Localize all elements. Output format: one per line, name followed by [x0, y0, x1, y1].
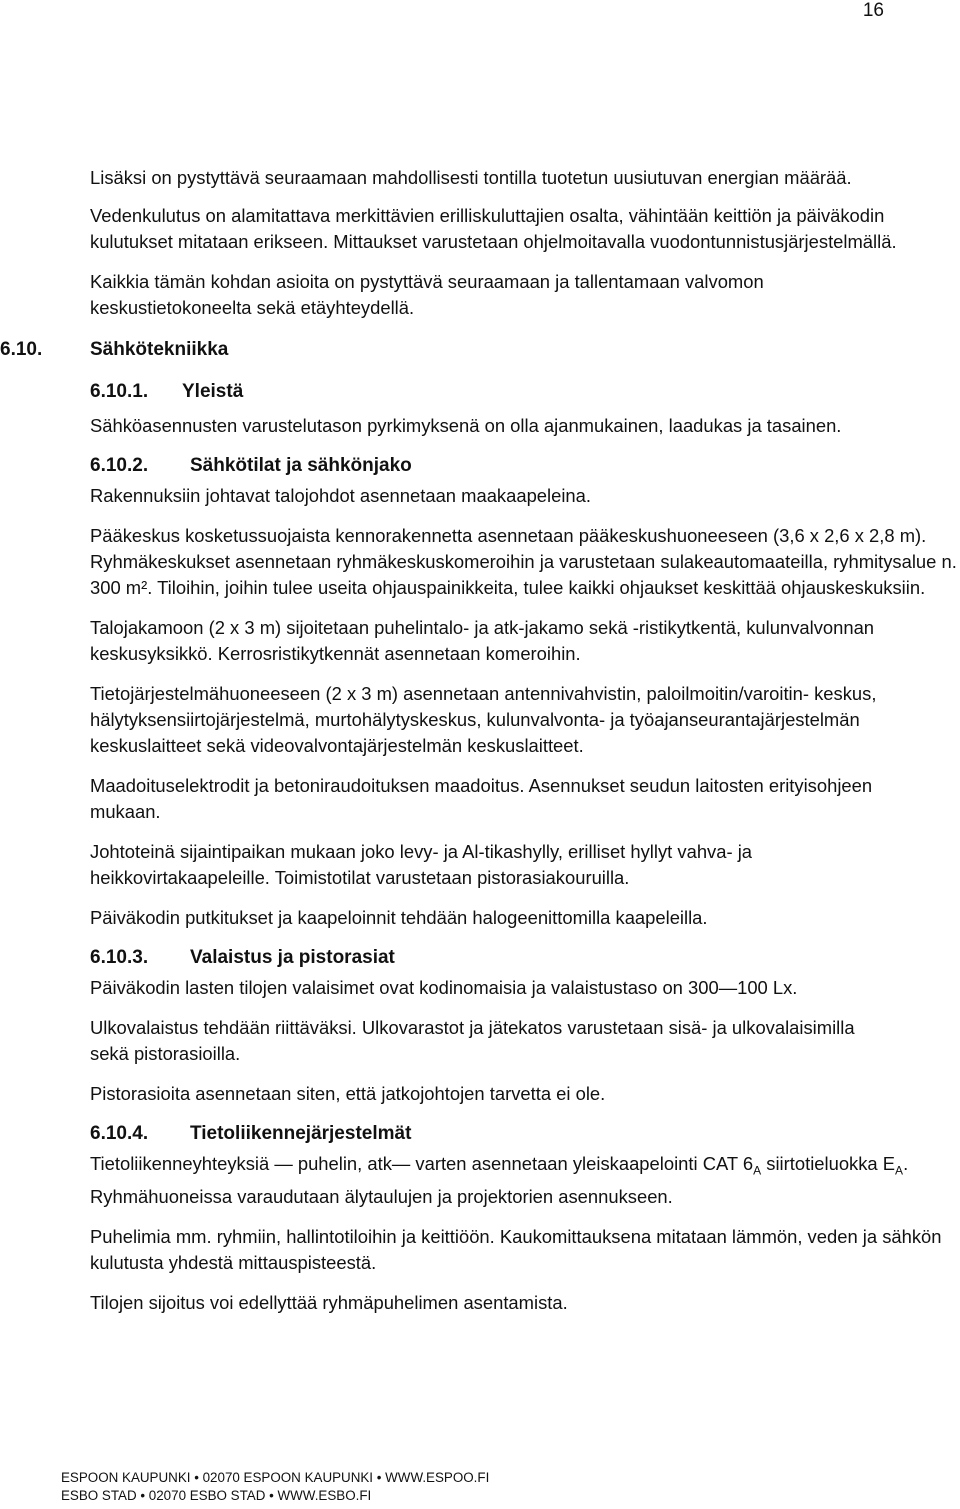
page-number: 16: [862, 0, 884, 21]
subsection-number: 6.10.2.: [90, 455, 149, 476]
paragraph-lighting-level: Päiväkodin lasten tilojen valaisimet ovat kodinomaisia ja valaistustaso on 300—100 Lx.: [90, 977, 798, 998]
subsection-title: Valaistus ja pistorasiat: [190, 947, 395, 968]
paragraph-main-switchboard: Pääkeskus kosketussuojaista kennorakennetta asennetaan pääkeskushuoneeseen (3,6 x 2,6 x 2,8 m). Ryhmäkeskukset asennetaan ryhmäkeskuskomeroihin ja varustetaan sulakeautomaateilla, ryhmitysalue n. 300 m². Tiloihin, joihin tulee useita ohjauspainikkeita, tulee kaikki ohjaukset keskittää ohjauskeskuksiin.: [90, 525, 957, 598]
paragraph-outdoor-lighting: Ulkovalaistus tehdään riittäväksi. Ulkovarastot ja jätekatos varustetaan sisä- ja ulkovalaisimilla sekä pistorasioilla.: [90, 1017, 855, 1064]
subsection-heading-electrical-rooms: [90, 453, 960, 479]
footer-esbo: ESBO STAD • 02070 ESBO STAD • WWW.ESBO.FI: [61, 1488, 372, 1503]
section-title: Sähkötekniikka: [90, 339, 229, 360]
paragraph-it-room: Tietojärjestelmähuoneeseen (2 x 3 m) asennetaan antennivahvistin, paloilmoitin/varoitin- keskus, hälytyksensiirtojärjestelmä, murtohälytyskeskus, kulunvalvonta- ja työajanseurantajärjestelmän keskuslaitteet sekä videovalvontajärjestelmän keskuslaitteet.: [90, 683, 877, 756]
paragraph-distribution-room: Talojakamoon (2 x 3 m) sijoitetaan puhelintalo- ja atk-jakamo sekä -ristikytkentä, kulunvalvonnan keskusyksikkö. Kerrosristikytkennät asennetaan komeroihin.: [90, 617, 875, 664]
paragraph-earthing: Maadoituselektrodit ja betoniraudoituksen maadoitus. Asennukset seudun laitosten erityisohjeen mukaan.: [90, 775, 873, 822]
subsection-heading-telecom: [90, 1121, 960, 1147]
page-footer: [61, 1469, 489, 1505]
subsection-heading-general: [90, 379, 960, 405]
paragraph-monitoring: Kaikkia tämän kohdan asioita on pystyttävä seuraamaan ja tallentamaan valvomon keskustietokoneelta sekä etäyhteydellä.: [90, 271, 764, 318]
paragraph-structured-cabling: [90, 1151, 960, 1210]
document-body: [0, 165, 960, 1316]
subsection-title: Tietoliikennejärjestelmät: [190, 1123, 412, 1144]
subscript-link-class: A: [895, 1163, 904, 1178]
paragraph-group-phone: Tilojen sijoitus voi edellyttää ryhmäpuhelimen asentamista.: [90, 1291, 568, 1313]
paragraph-halogen-free: Päiväkodin putkitukset ja kaapeloinnit tehdään halogeenittomilla kaapeleilla.: [90, 907, 708, 928]
paragraph-supply-cables: Rakennuksiin johtavat talojohdot asennetaan maakaapeleina.: [90, 485, 591, 506]
section-heading: [0, 337, 960, 363]
paragraph-energy: Lisäksi on pystyttävä seuraamaan mahdollisesti tontilla tuotetun uusiutuvan energian määrää.: [90, 167, 852, 188]
subsection-heading-lighting: [90, 945, 960, 971]
footer-espoo: ESPOON KAUPUNKI • 02070 ESPOON KAUPUNKI • WWW.ESPOO.FI: [61, 1470, 490, 1485]
paragraph-general: Sähköasennusten varustelutason pyrkimyksenä on olla ajanmukainen, laadukas ja tasainen.: [90, 415, 842, 436]
text-cabling-part2: siirtotieluokka E: [761, 1153, 896, 1174]
paragraph-socket-outlets: Pistorasioita asennetaan siten, että jatkojohtojen tarvetta ei ole.: [90, 1083, 606, 1104]
subsection-title: Yleistä: [182, 381, 244, 402]
section-number: 6.10.: [0, 339, 43, 360]
subsection-number: 6.10.4.: [90, 1123, 149, 1144]
paragraph-telephones: Puhelimia mm. ryhmiin, hallintotiloihin ja keittiöön. Kaukomittauksena mitataan lämmön, veden ja sähkön kulutusta yhdestä mittauspisteestä.: [90, 1225, 942, 1273]
subsection-title: Sähkötilat ja sähkönjako: [190, 455, 412, 476]
subsection-number: 6.10.3.: [90, 947, 149, 968]
subsection-number: 6.10.1.: [90, 381, 149, 402]
paragraph-water-metering: Vedenkulutus on alamitattava merkittävien erilliskuluttajien osalta, vähintään keittiön ja päiväkodin kulutukset mitataan erikseen. Mittaukset varustetaan ohjelmoitavalla vuodontunnistusjärjestelmällä.: [90, 205, 897, 252]
text-cabling-part3: . Ryhmähuoneissa varaudutaan älytaulujen ja projektorien asennukseen.: [90, 1153, 909, 1207]
subscript-cat-class: A: [753, 1163, 762, 1178]
paragraph-cable-trays: Johtoteinä sijaintipaikan mukaan joko levy- ja Al-tikashylly, erilliset hyllyt vahva- ja heikkovirtakaapeleille. Toimistotilat varustetaan pistorasiakouruilla.: [90, 841, 753, 888]
text-cabling-part1: Tietoliikenneyhteyksiä — puhelin, atk— varten asennetaan yleiskaapelointi CAT 6: [90, 1153, 754, 1174]
